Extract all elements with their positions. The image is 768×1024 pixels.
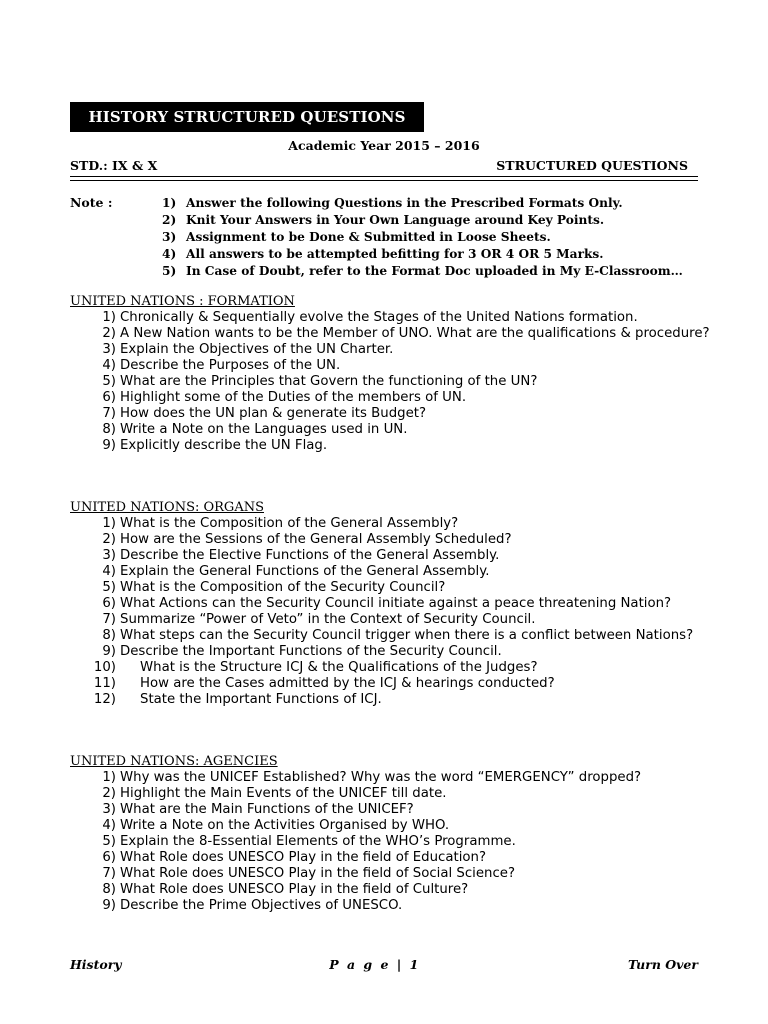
note-item: 3) Assignment to be Done & Submitted in Loose Sheets. <box>162 230 551 244</box>
document-title: HISTORY STRUCTURED QUESTIONS <box>70 102 424 132</box>
note-item: 2) Knit Your Answers in Your Own Language around Key Points. <box>162 213 605 227</box>
list-item: 9) Describe the Important Functions of the Security Council. <box>102 644 502 659</box>
divider <box>70 180 698 181</box>
list-item: 1) What is the Composition of the General Assembly? <box>102 516 459 531</box>
list-item: 7) How does the UN plan & generate its Budget? <box>102 406 427 421</box>
note-item: 1) Answer the following Questions in the Prescribed Formats Only. <box>162 196 623 210</box>
list-item: 6) What Role does UNESCO Play in the field of Education? <box>102 850 487 865</box>
list-item: 3) Describe the Elective Functions of the General Assembly. <box>102 548 500 563</box>
question-list <box>70 310 710 454</box>
list-item: 8) What steps can the Security Council trigger when there is a conflict between Nations? <box>102 628 694 643</box>
footer-turn-over: Turn Over <box>628 957 698 972</box>
list-item: 5) Explain the 8-Essential Elements of the WHO’s Programme. <box>102 834 516 849</box>
list-item: 2) Highlight the Main Events of the UNICEF till date. <box>102 786 447 801</box>
page-footer <box>70 957 698 972</box>
list-item: 8) Write a Note on the Languages used in UN. <box>102 422 408 437</box>
list-item: 4) Describe the Purposes of the UN. <box>102 358 341 373</box>
section-heading: UNITED NATIONS: AGENCIES <box>70 754 278 769</box>
note-label: Note : <box>70 195 113 210</box>
list-item: 6) Highlight some of the Duties of the members of UN. <box>102 390 467 405</box>
list-item: 4) Write a Note on the Activities Organised by WHO. <box>102 818 450 833</box>
list-item: 12) State the Important Functions of ICJ. <box>93 692 382 707</box>
list-item: 7) Summarize “Power of Veto” in the Context of Security Council. <box>102 612 536 627</box>
list-item: 11) How are the Cases admitted by the ICJ & hearings conducted? <box>93 676 555 691</box>
section-heading: UNITED NATIONS: ORGANS <box>70 500 264 515</box>
list-item: 8) What Role does UNESCO Play in the field of Culture? <box>102 882 469 897</box>
academic-year: Academic Year 2015 – 2016 <box>288 138 480 153</box>
list-item: 9) Describe the Prime Objectives of UNESCO. <box>102 898 403 913</box>
section-agencies <box>70 754 710 914</box>
section-organs <box>70 500 710 708</box>
list-item: 10) What is the Structure ICJ & the Qualifications of the Judges? <box>93 660 538 675</box>
list-item: 1) Chronically & Sequentially evolve the Stages of the United Nations formation. <box>102 310 638 325</box>
question-type: STRUCTURED QUESTIONS <box>496 158 688 173</box>
question-list <box>70 516 710 708</box>
note-list <box>162 195 722 280</box>
list-item: 4) Explain the General Functions of the General Assembly. <box>102 564 490 579</box>
list-item: 2) How are the Sessions of the General Assembly Scheduled? <box>102 532 512 547</box>
list-item: 3) What are the Main Functions of the UNICEF? <box>102 802 414 817</box>
std-row <box>70 158 698 177</box>
list-item: 6) What Actions can the Security Council initiate against a peace threatening Nation? <box>102 596 672 611</box>
list-item: 1) Why was the UNICEF Established? Why was the word “EMERGENCY” dropped? <box>102 770 642 785</box>
list-item: 2) A New Nation wants to be the Member of UNO. What are the qualifications & procedure? <box>102 326 710 341</box>
list-item: 7) What Role does UNESCO Play in the field of Social Science? <box>102 866 516 881</box>
note-item: 4) All answers to be attempted befitting for 3 OR 4 OR 5 Marks. <box>162 247 604 261</box>
page-number: P a g e | 1 <box>329 957 421 972</box>
footer-subject: History <box>70 957 122 972</box>
note-item: 5) In Case of Doubt, refer to the Format Doc uploaded in My E-Classroom… <box>162 264 683 278</box>
list-item: 5) What is the Composition of the Security Council? <box>102 580 446 595</box>
question-list <box>70 770 710 914</box>
section-formation <box>70 294 710 454</box>
std-label: STD.: IX & X <box>70 158 158 173</box>
list-item: 3) Explain the Objectives of the UN Charter. <box>102 342 394 357</box>
list-item: 5) What are the Principles that Govern the functioning of the UN? <box>102 374 538 389</box>
section-heading: UNITED NATIONS : FORMATION <box>70 294 295 309</box>
list-item: 9) Explicitly describe the UN Flag. <box>102 438 328 453</box>
